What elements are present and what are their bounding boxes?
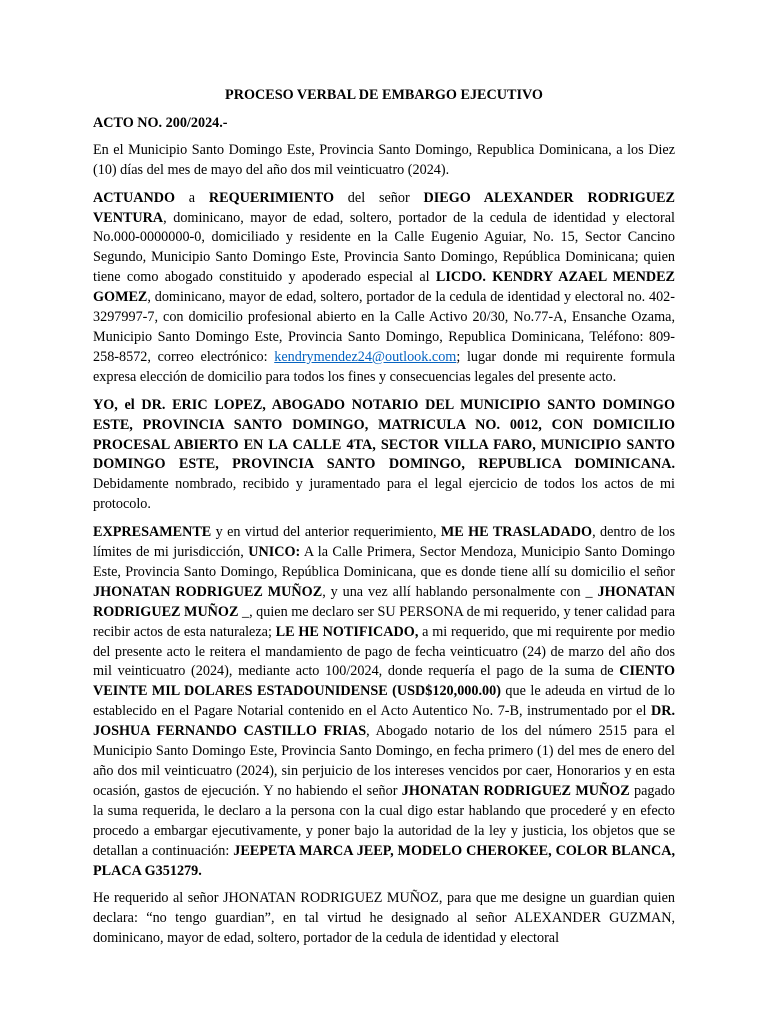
seized-vehicle: JEEPETA MARCA JEEP, MODELO CHEROKEE, COLOR BLANCA, PLACA G351279. — [93, 842, 675, 879]
notary-statement: YO, el DR. ERIC LOPEZ, ABOGADO NOTARIO DEL MUNICIPIO SANTO DOMINGO ESTE, PROVINCIA SANTO DOMINGO, MATRICULA NO. 0012, CON DOMICILIO PROCESAL ABIERTO EN LA CALLE 4TA, SECTOR VILLA FARO, MUNICIPIO SANTO DOMINGO ESTE, PROVINCIA SANTO DOMINGO, REPUBLICA DOMINICANA. — [93, 396, 675, 473]
paragraph-text: , dentro de los límites de mi jurisdicción, — [93, 524, 675, 561]
bold-text: EXPRESAMENTE — [93, 524, 212, 541]
bold-text: ACTUANDO — [93, 189, 175, 206]
paragraph-text: pagado la suma requerida, le declaro a la persona con la cual digo estar hablando que procederé y en efecto procedo a embargar ejecutivamente, y poner bajo la autoridad de la ley y justicia, los objetos que se detallan a continuación: — [93, 782, 675, 859]
amount-text: CIENTO VEINTE MIL DOLARES ESTADOUNIDENSE (USD$120,000.00) — [93, 663, 675, 700]
paragraph-location-date: En el Municipio Santo Domingo Este, Provincia Santo Domingo, Republica Dominicana, a los Diez (10) días del mes de mayo del año dos mil veinticuatro (2024). — [93, 141, 675, 178]
paragraph-text: Debidamente nombrado, recibido y juramentado para el legal ejercicio de todos los actos de mi protocolo. — [93, 476, 675, 513]
paragraph-text: , dominicano, mayor de edad, soltero, portador de la cedula de identidad y electoral no. 402-3297997-7, con domicilio profesional abierto en la Calle Activo 20/30, No.77-A, Ensanche Ozama, Municipio Santo Domingo Este, Provincia Santo Domingo, Republica Dominicana, Teléfono: 809-258-8572, correo electrónico: — [93, 289, 675, 365]
bold-text: LE HE NOTIFICADO, — [275, 623, 419, 640]
paragraph-notary — [93, 396, 675, 515]
act-number: ACTO NO. 200/2024.- — [93, 114, 228, 131]
paragraph-expresamente — [93, 523, 675, 881]
bold-text: REQUERIMIENTO — [208, 189, 334, 206]
paragraph-text: del señor — [334, 189, 424, 206]
paragraph-text: a mi requerido, que mi requirente por medio del presente acto le reitera el mandamiento de pago de fecha veinticuatro (24) de marzo del año dos mil veinticuatro (2024), mediante acto 100/2024, donde requería el pago de la suma de — [93, 623, 676, 680]
debtor-name: JHONATAN RODRIGUEZ MUÑOZ — [401, 782, 630, 799]
bold-text: UNICO: — [248, 544, 301, 561]
paragraph-text: que le adeuda en virtud de lo establecido en el Pagare Notarial contenido en el Acto Autentico No. 7-B, instrumentado por el — [93, 683, 675, 720]
paragraph-text: , Abogado notario de los del número 2515 para el Municipio Santo Domingo Este, Provincia Santo Domingo, en fecha primero (1) del mes de enero del año dos mil veinticuatro (2024), sin perjuicio de los intereses vencidos por caer, Honorarios y en esta ocasión, gastos de ejecución. Y no habiendo el señor — [93, 723, 675, 799]
bold-text: ME HE TRASLADADO — [440, 524, 593, 541]
debtor-name: JHONATAN RODRIGUEZ MUÑOZ — [93, 583, 323, 600]
debtor-name: JHONATAN RODRIGUEZ MUÑOZ — [93, 583, 676, 620]
document-title: PROCESO VERBAL DE EMBARGO EJECUTIVO — [225, 87, 543, 103]
paragraph-text: a — [174, 189, 209, 206]
paragraph-guardian: He requerido al señor JHONATAN RODRIGUEZ MUÑOZ, para que me designe un guardian quien declara: “no tengo guardian”, en tal virtud he designado al señor ALEXANDER GUZMAN, dominicano, mayor de edad, soltero, portador de la cedula de identidad y electoral — [93, 890, 675, 947]
lawyer-name: LICDO. KENDRY AZAEL MENDEZ GOMEZ — [93, 269, 675, 306]
requirente-name: DIEGO ALEXANDER RODRIGUEZ VENTURA — [93, 189, 675, 226]
paragraph-actuando — [93, 189, 675, 388]
paragraph-text: A la Calle Primera, Sector Mendoza, Municipio Santo Domingo Este, Provincia Santo Domingo, República Dominicana, que es donde tiene allí su domicilio el señor — [93, 544, 675, 580]
paragraph-text: _, quien me declaro ser SU PERSONA de mi requerido, y tener calidad para recibir actos de esta naturaleza; — [93, 603, 675, 640]
paragraph-text: , y una vez allí hablando personalmente con _ — [322, 583, 598, 600]
notary-name: DR. JOSHUA FERNANDO CASTILLO FRIAS — [93, 703, 675, 740]
email-link[interactable]: kendrymendez24@outlook.com — [274, 348, 457, 365]
paragraph-text: , dominicano, mayor de edad, soltero, portador de la cedula de identidad y electoral No.000-0000000-0, domiciliado y residente en la Calle Eugenio Aguiar, No. 15, Sector Cancino Segundo, Municipio Santo Domingo Este, Provincia Santo Domingo, República Dominicana; quien tiene como abogado constituido y apoderado especial al — [93, 209, 675, 286]
paragraph-text: y en virtud del anterior requerimiento, — [211, 524, 441, 541]
paragraph-text: ; lugar donde mi requirente formula expresa elección de domicilio para todos los fines y consecuencias legales del presente acto. — [93, 348, 675, 385]
